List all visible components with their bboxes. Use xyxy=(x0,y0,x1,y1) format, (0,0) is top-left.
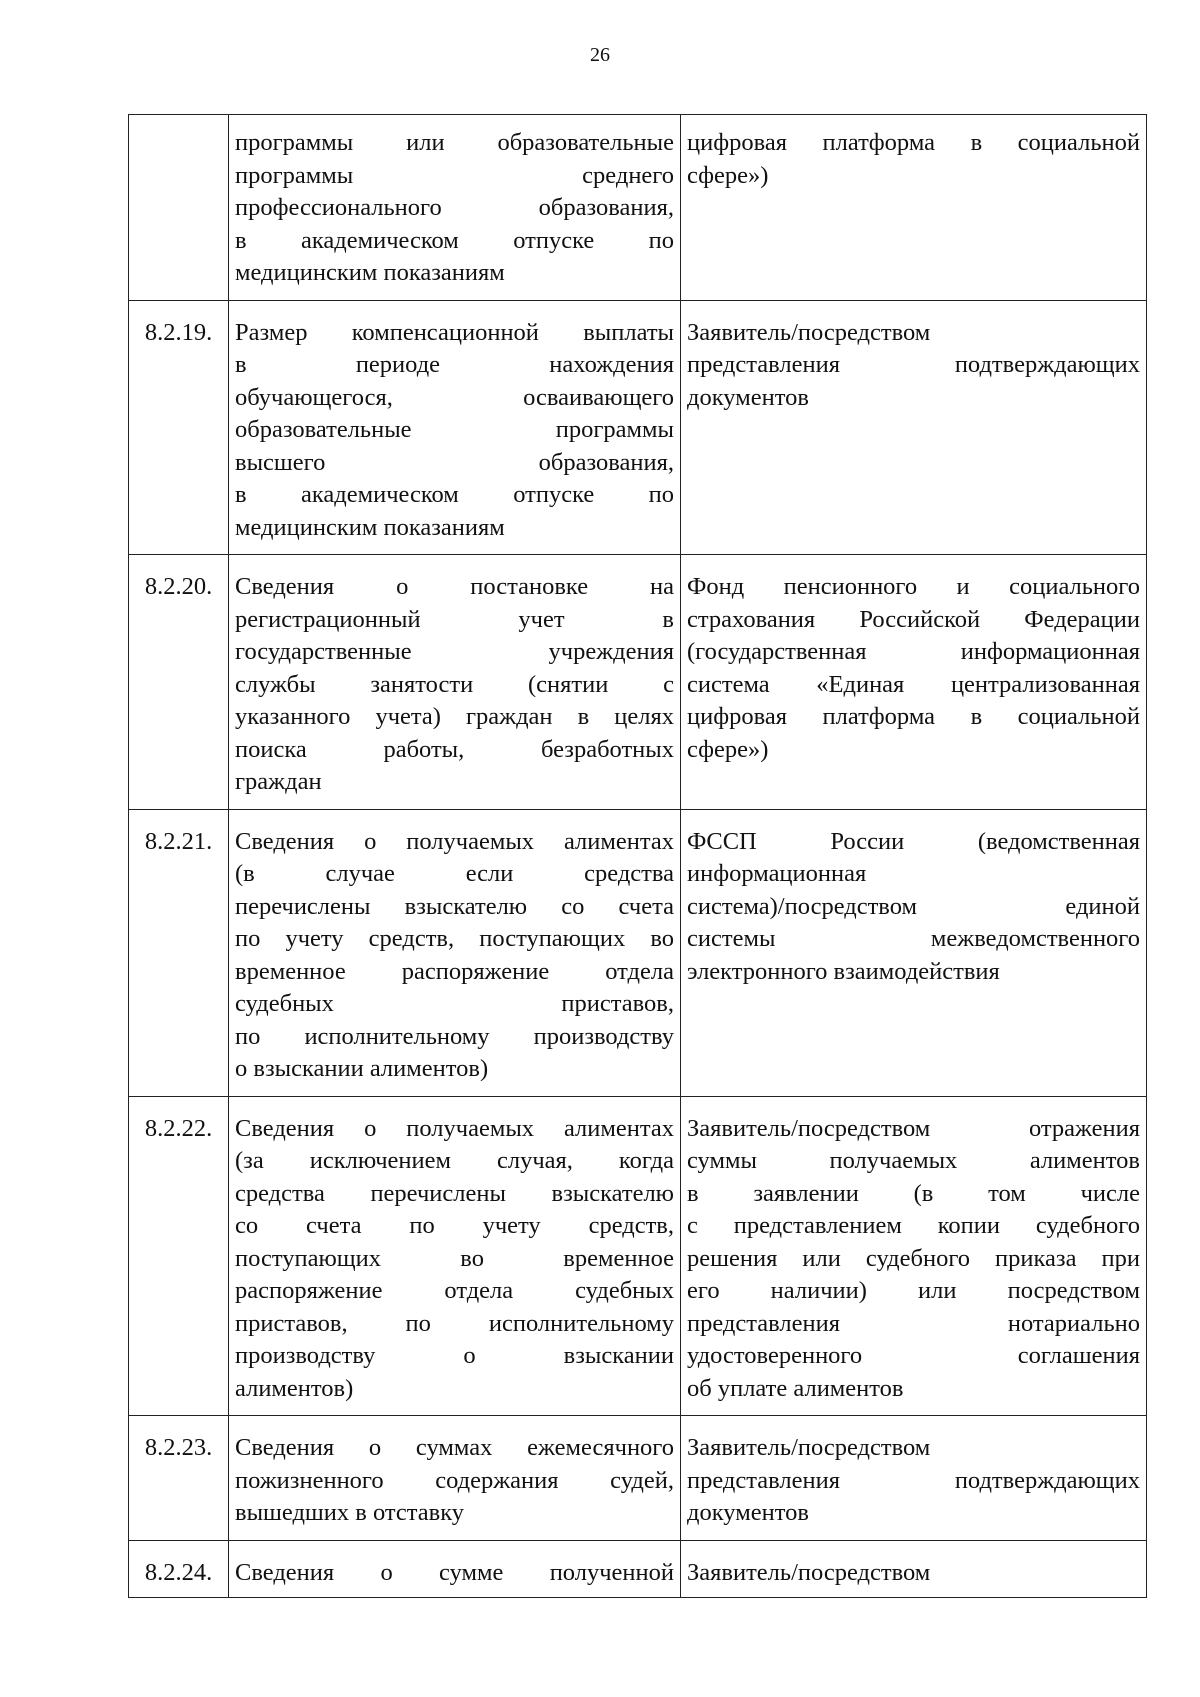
item-number: 8.2.20. xyxy=(129,555,229,810)
text-line: государственные учреждения xyxy=(235,638,674,665)
text-line: система)/посредством единой xyxy=(687,892,1140,920)
text-line: образовательные программы xyxy=(235,416,674,443)
text-line: Заявитель/посредством xyxy=(687,1558,931,1586)
text-line: поступающих во временное xyxy=(235,1244,674,1272)
text-line: документов xyxy=(687,383,809,411)
text-line: (государственная информационная xyxy=(687,638,1140,665)
text-line: сфере») xyxy=(687,161,769,189)
text-line: Сведения о суммах ежемесячного xyxy=(235,1434,674,1461)
item-source xyxy=(681,1416,1147,1541)
item-number: 8.2.22. xyxy=(129,1096,229,1416)
text-line: решения или судебного приказа при xyxy=(687,1244,1140,1272)
text-line: (в случае если средства xyxy=(235,860,674,887)
text-line: Сведения о получаемых алиментах xyxy=(235,827,674,855)
item-description xyxy=(229,1096,681,1416)
item-number xyxy=(129,115,229,301)
text-line: программы среднего xyxy=(235,161,674,189)
text-line: (за исключением случая, когда xyxy=(235,1147,674,1174)
text-line: ФССП России (ведомственная xyxy=(687,827,1140,855)
text-line: Размер компенсационной выплаты xyxy=(235,318,674,346)
text-line: судебных приставов, xyxy=(235,990,674,1017)
text-line: Заявитель/посредством xyxy=(687,318,931,346)
item-source xyxy=(681,1096,1147,1416)
text-line: граждан xyxy=(235,768,322,795)
text-line: обучающегося, осваивающего xyxy=(235,383,674,411)
text-line: Заявитель/посредством отражения xyxy=(687,1114,1140,1142)
item-number: 8.2.24. xyxy=(129,1540,229,1598)
text-line: система «Единая централизованная xyxy=(687,670,1140,698)
text-line: средства перечислены взыскателю xyxy=(235,1179,674,1207)
text-line: в заявлении (в том числе xyxy=(687,1179,1140,1207)
table-row xyxy=(129,555,1147,810)
text-line: вышедших в отставку xyxy=(235,1499,465,1526)
text-line: со счета по учету средств, xyxy=(235,1212,674,1239)
text-line: высшего образования, xyxy=(235,448,674,476)
text-line: цифровая платформа в социальной xyxy=(687,129,1140,156)
text-line: цифровая платформа в социальной xyxy=(687,703,1140,730)
item-description xyxy=(229,1416,681,1541)
item-source xyxy=(681,555,1147,810)
page-number: 26 xyxy=(590,44,610,66)
text-line: страхования Российской Федерации xyxy=(687,605,1140,633)
item-description xyxy=(229,555,681,810)
table-row xyxy=(129,1416,1147,1541)
text-line: по учету средств, поступающих во xyxy=(235,925,674,952)
table-row xyxy=(129,1096,1147,1416)
text-line: в академическом отпуске по xyxy=(235,481,674,508)
text-line: программы или образовательные xyxy=(235,129,674,156)
text-line: с представлением копии судебного xyxy=(687,1212,1140,1239)
table-row xyxy=(129,1540,1147,1598)
text-line: представления нотариально xyxy=(687,1309,1140,1337)
text-line: сфере») xyxy=(687,735,769,763)
text-line: распоряжение отдела судебных xyxy=(235,1277,674,1304)
text-line: об уплате алиментов xyxy=(687,1374,904,1402)
text-line: представления подтверждающих xyxy=(687,351,1140,378)
text-line: регистрационный учет в xyxy=(235,605,674,633)
item-number: 8.2.21. xyxy=(129,809,229,1096)
item-description xyxy=(229,300,681,555)
item-description xyxy=(229,115,681,301)
text-line: суммы получаемых алиментов xyxy=(687,1147,1140,1174)
text-line: по исполнительному производству xyxy=(235,1022,674,1050)
text-line: документов xyxy=(687,1499,809,1526)
item-number: 8.2.19. xyxy=(129,300,229,555)
text-line: пожизненного содержания судей, xyxy=(235,1466,674,1494)
text-line: медицинским показаниям xyxy=(235,259,505,286)
item-source xyxy=(681,115,1147,301)
text-line: электронного взаимодействия xyxy=(687,957,1000,985)
text-line: Сведения о постановке на xyxy=(235,573,674,600)
item-number: 8.2.23. xyxy=(129,1416,229,1541)
table-row xyxy=(129,300,1147,555)
text-line: поиска работы, безработных xyxy=(235,735,674,763)
text-line: профессионального образования, xyxy=(235,194,674,221)
text-line: приставов, по исполнительному xyxy=(235,1309,674,1337)
text-line: Сведения о сумме полученной xyxy=(235,1558,674,1586)
text-line: в периоде нахождения xyxy=(235,351,674,378)
item-source xyxy=(681,1540,1147,1598)
text-line: медицинским показаниям xyxy=(235,513,505,541)
item-source xyxy=(681,809,1147,1096)
item-description xyxy=(229,1540,681,1598)
text-line: о взыскании алиментов) xyxy=(235,1055,489,1082)
item-source xyxy=(681,300,1147,555)
table-row xyxy=(129,809,1147,1096)
text-line: представления подтверждающих xyxy=(687,1466,1140,1494)
text-line: в академическом отпуске по xyxy=(235,226,674,254)
text-line: информационная xyxy=(687,860,867,887)
text-line: Фонд пенсионного и социального xyxy=(687,573,1140,600)
text-line: системы межведомственного xyxy=(687,925,1140,952)
text-line: производству о взыскании xyxy=(235,1342,674,1369)
text-line: его наличии) или посредством xyxy=(687,1277,1140,1304)
table-row xyxy=(129,115,1147,301)
text-line: удостоверенного соглашения xyxy=(687,1342,1140,1369)
text-line: временное распоряжение отдела xyxy=(235,957,674,985)
item-description xyxy=(229,809,681,1096)
text-line: службы занятости (снятии с xyxy=(235,670,674,698)
text-line: Сведения о получаемых алиментах xyxy=(235,1114,674,1142)
text-line: Заявитель/посредством xyxy=(687,1434,931,1461)
text-line: перечислены взыскателю со счета xyxy=(235,892,674,920)
text-line: указанного учета) граждан в целях xyxy=(235,703,674,730)
text-line: алиментов) xyxy=(235,1374,354,1402)
table-body xyxy=(129,115,1147,1598)
document-table xyxy=(128,114,1147,1598)
